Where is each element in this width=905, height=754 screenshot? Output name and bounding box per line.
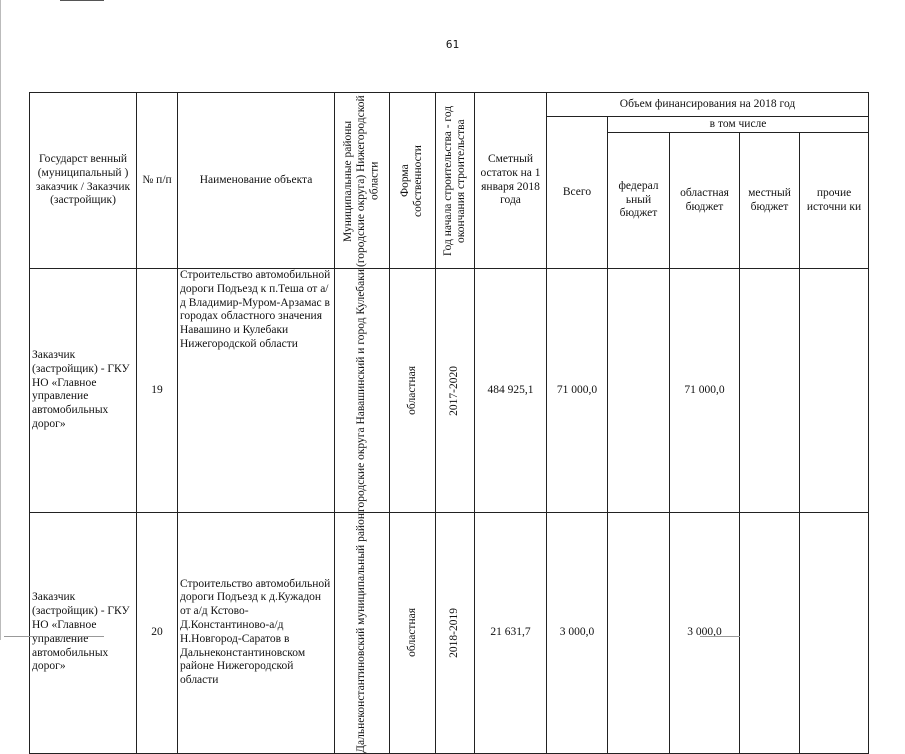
scan-mark xyxy=(54,636,104,637)
row-regional-budget: 71 000,0 xyxy=(670,269,740,513)
scan-mark xyxy=(4,636,40,637)
row-estimated-balance: 484 925,1 xyxy=(475,269,547,513)
page-number: 61 xyxy=(445,38,460,51)
bottom-scan-marks xyxy=(0,633,905,640)
header-ownership-form xyxy=(390,93,436,269)
row-municipal-district xyxy=(335,269,390,513)
table-row xyxy=(30,269,869,513)
header-financing-volume: Объем финансирования на 2018 год xyxy=(547,93,869,117)
header-regional-budget: областная бюджет xyxy=(670,133,740,269)
row-local-budget xyxy=(740,269,800,513)
header-including: в том числе xyxy=(608,117,869,133)
header-number: № п/п xyxy=(137,93,178,269)
header-municipal-districts-text: Муниципальные районы (городские округа) Нижегородской области xyxy=(342,94,381,267)
row-municipal-district-text: Дальнеконстантиновский муниципальный район xyxy=(355,512,368,753)
row-federal-budget xyxy=(608,269,670,513)
row-years-text: 2017-2020 xyxy=(448,365,461,416)
row-customer: Заказчик (застройщик) - ГКУ НО «Главное управление автомобильных дорог» xyxy=(30,512,137,753)
header-estimated-balance: Сметный остаток на 1 января 2018 года xyxy=(475,93,547,269)
scan-mark xyxy=(700,636,740,637)
header-object-name: Наименование объекта xyxy=(178,93,335,269)
row-object-name: Строительство автомобильной дороги Подъезд к п.Теша от а/д Владимир-Муром-Арзамас в городах областного значения Навашино и Кулебаки Нижегородской области xyxy=(178,269,335,513)
row-municipal-district-text: городские округа Навашинский и город Кулебаки xyxy=(355,269,368,512)
row-customer: Заказчик (застройщик) - ГКУ НО «Главное управление автомобильных дорог» xyxy=(30,269,137,513)
row-total: 3 000,0 xyxy=(547,512,608,753)
row-ownership-form-text: областная xyxy=(405,366,418,415)
header-other-sources: прочие источни ки xyxy=(800,133,869,269)
header-local-budget: местный бюджет xyxy=(740,133,800,269)
row-years xyxy=(436,269,475,513)
row-ownership-form xyxy=(390,269,436,513)
row-regional-budget: 3 000,0 xyxy=(670,512,740,753)
row-other-sources xyxy=(800,269,869,513)
row-estimated-balance: 21 631,7 xyxy=(475,512,547,753)
row-number: 19 xyxy=(137,269,178,513)
financing-table xyxy=(29,92,869,754)
row-years-text: 2018-2019 xyxy=(448,607,461,658)
header-ownership-form-text: Форма собственности xyxy=(399,144,425,217)
top-rule xyxy=(60,0,104,1)
header-row-1 xyxy=(30,93,869,117)
row-number: 20 xyxy=(137,512,178,753)
row-total: 71 000,0 xyxy=(547,269,608,513)
row-object-name: Строительство автомобильной дороги Подъезд к д.Кужадон от а/д Кстово-Д.Константиново-а/д Н.Новгород-Саратов в Дальнеконстантиновском районе Нижегородской области xyxy=(178,512,335,753)
header-federal-budget: федерал ьный бюджет xyxy=(608,133,670,269)
row-ownership-form-text: областная xyxy=(405,608,418,658)
header-municipal-districts xyxy=(335,93,390,269)
header-construction-years-text: Год начала строительства - год окончания строительства xyxy=(441,105,467,256)
header-total: Всего xyxy=(547,117,608,269)
page-left-edge xyxy=(0,0,1,640)
header-construction-years xyxy=(436,93,475,269)
header-customer: Государст венный (муниципальный ) заказчик / Заказчик (застройщик) xyxy=(30,93,137,269)
